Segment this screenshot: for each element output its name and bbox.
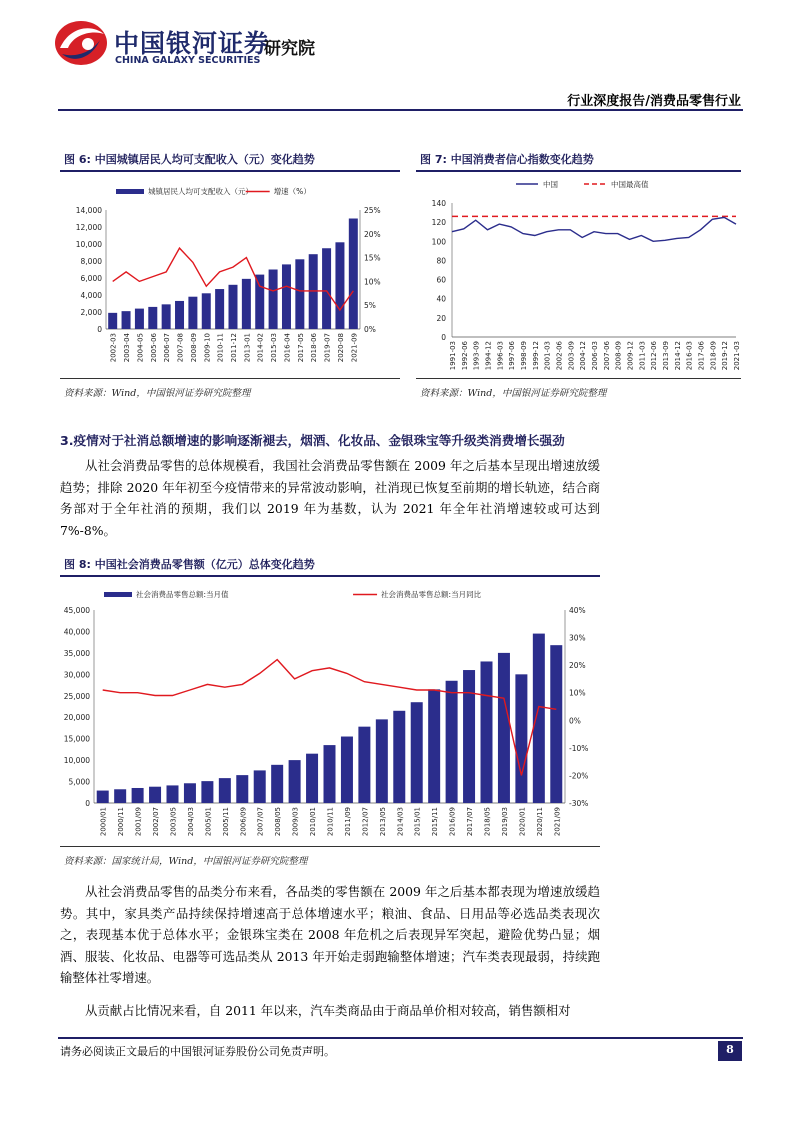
x-tick: 2001-03 [543, 341, 552, 371]
bar [498, 653, 510, 803]
bar [254, 770, 266, 803]
fig8-title-rule [60, 575, 600, 577]
bar [148, 307, 157, 329]
x-tick: 2008-09 [189, 333, 198, 363]
y-tick-left: 10,000 [75, 240, 102, 249]
x-tick: 2006-03 [591, 341, 599, 371]
bar [341, 737, 353, 803]
x-tick: 2001/09 [134, 807, 143, 837]
y-tick-left: 10,000 [63, 756, 90, 766]
fig7-title-rule [416, 170, 741, 172]
x-tick: 2010/01 [309, 807, 318, 837]
y-tick: 80 [436, 256, 446, 266]
x-tick: 2009/03 [291, 807, 300, 837]
y-tick-right: 10% [364, 277, 381, 287]
y-tick: 100 [431, 237, 446, 247]
bar [289, 760, 301, 803]
y-tick-right: 0% [364, 325, 376, 334]
y-tick-left: 40,000 [63, 627, 90, 637]
y-tick: 0 [441, 333, 446, 342]
institute-label: 研究院 [264, 39, 315, 59]
fig6-title: 图 6: 中国城镇居民人均可支配收入（元）变化趋势 [64, 153, 315, 166]
bar [219, 778, 231, 803]
bar [149, 787, 161, 803]
y-tick: 120 [431, 218, 446, 228]
y-tick: 40 [436, 294, 446, 304]
bar [446, 681, 458, 803]
x-tick: 2013-09 [662, 341, 670, 371]
y-tick-right: 15% [364, 253, 381, 263]
y-tick-left: 4,000 [80, 291, 102, 300]
x-tick: 2015-03 [270, 333, 279, 363]
x-tick: 2008-09 [614, 341, 623, 371]
y-tick-right: -20% [569, 771, 589, 781]
header-rule [58, 109, 743, 111]
bar [533, 634, 545, 803]
bar [269, 270, 278, 330]
x-tick: 2009-12 [626, 341, 635, 371]
fig8-bottom-rule [60, 846, 600, 847]
y-tick-right: 5% [364, 301, 376, 311]
fig8-title: 图 8: 中国社会消费品零售额（亿元）总体变化趋势 [64, 558, 315, 571]
y-tick-left: 6,000 [80, 274, 102, 283]
bar [481, 661, 493, 803]
bar [202, 293, 211, 329]
legend-label-max: 中国最高值 [611, 180, 649, 189]
y-tick: 140 [431, 199, 446, 208]
x-tick: 2007/07 [256, 807, 265, 837]
x-tick: 2014-02 [256, 333, 265, 363]
legend-label-line: 增速（%） [273, 187, 311, 196]
x-tick: 2018/05 [483, 807, 492, 837]
bar [236, 775, 248, 803]
y-tick-right: 0% [569, 716, 581, 726]
x-tick: 2018-06 [310, 333, 319, 363]
x-tick: 2007-08 [176, 333, 185, 363]
y-tick-left: 0 [97, 325, 102, 334]
paragraph-2: 从社会消费品零售的品类分布来看，各品类的零售额在 2009 年之后基本都表现为增速放缓趋势。其中，家具类产品持续保持增速高于总体增速水平；粮油、食品、日用品等必选品类表现次之，表现基本优于总体水平；金银珠宝类在 2008 年危机之后表现异军突起，避险优势凸显；烟酒、服装、化妆品、电器等可选品类从 2013 年开始走弱跑输整体增速；汽车类表现最弱，持续跑输整体社零增速。 [60, 884, 600, 985]
fig7-source: 资料来源：Wind，中国银河证券研究院整理 [420, 388, 607, 399]
x-tick: 2002-06 [555, 341, 564, 371]
x-tick: 2000/11 [117, 807, 126, 837]
paragraph-1: 从社会消费品零售的总体规模看，我国社会消费品零售额在 2009 年之后基本呈现出增速放缓趋势；排除 2020 年年初至今疫情带来的异常波动影响，社消现已恢复至前期的增长轨迹，结合商务部对于全年社消的预期，我们以 2019 年为基数，认为 2021 年全年社消增速较或可达到 7%-8%。 [60, 458, 600, 538]
fig6-source: 资料来源：Wind，中国银河证券研究院整理 [64, 388, 251, 399]
x-tick: 2012-06 [650, 341, 659, 371]
bar [135, 309, 144, 329]
x-tick: 2014-12 [673, 341, 682, 371]
confidence-line [452, 217, 736, 241]
x-tick: 2019-07 [323, 333, 332, 363]
x-tick: 1996-03 [496, 341, 505, 371]
bar [515, 674, 527, 803]
y-tick-left: 20,000 [63, 713, 90, 723]
x-tick: 2018-09 [709, 341, 718, 371]
legend-label-china: 中国 [543, 180, 558, 189]
x-tick: 2020/01 [518, 807, 527, 837]
bar [349, 219, 358, 330]
y-tick-right: 20% [364, 229, 381, 239]
y-tick-left: 12,000 [75, 223, 102, 232]
bar [411, 702, 423, 803]
bar [255, 275, 264, 329]
x-tick: 2013/05 [378, 807, 387, 837]
bar [167, 785, 179, 803]
y-tick-right: -10% [569, 743, 589, 753]
bar [184, 783, 196, 803]
y-tick-left: 45,000 [63, 606, 90, 615]
bar [175, 301, 184, 329]
bar [324, 745, 336, 803]
x-tick: 1991-03 [449, 341, 457, 371]
report-type: 行业深度报告/消费品零售行业 [567, 94, 741, 109]
x-tick: 2009-10 [203, 333, 212, 363]
company-name-cn: 中国银河证券 [114, 29, 271, 58]
x-tick: 2004-05 [136, 333, 145, 363]
fig8-source: 资料来源：国家统计局，Wind，中国银河证券研究院整理 [64, 856, 308, 867]
bar [162, 304, 171, 329]
x-tick: 2020-08 [336, 333, 345, 363]
y-tick-right: 10% [569, 688, 586, 698]
x-tick: 2015/11 [431, 807, 440, 837]
bar [358, 727, 370, 803]
x-tick: 2008/05 [274, 807, 283, 837]
fig7-title: 图 7: 中国消费者信心指数变化趋势 [420, 153, 594, 166]
company-logo [52, 18, 110, 68]
x-tick: 2013-01 [243, 333, 252, 363]
bar [335, 242, 344, 329]
x-tick: 2016-04 [283, 333, 292, 363]
bar [295, 259, 304, 329]
bar [282, 264, 291, 329]
y-tick: 60 [436, 275, 446, 285]
x-tick: 2002/07 [152, 807, 161, 837]
bar [463, 670, 475, 803]
y-tick-left: 8,000 [80, 257, 102, 266]
x-tick: 2010/11 [326, 807, 335, 837]
fig7-chart [416, 176, 741, 376]
legend-swatch-bar [104, 592, 132, 597]
legend-label-bar: 城镇居民人均可支配收入（元） [148, 187, 253, 196]
x-tick: 2011-03 [638, 341, 647, 371]
y-tick-right: 40% [569, 606, 586, 615]
x-tick: 2003-09 [567, 341, 576, 371]
x-tick: 2003/05 [169, 807, 178, 837]
x-tick: 2021-03 [733, 341, 741, 371]
x-tick: 2016/09 [448, 807, 457, 837]
x-tick: 2002-03 [109, 333, 118, 363]
y-tick-left: 30,000 [63, 670, 90, 680]
x-tick: 2017/07 [466, 807, 475, 837]
section-heading: 3.疫情对于社消总额增速的影响逐渐褪去，烟酒、化妆品、金银珠宝等升级类消费增长强劲 [60, 433, 565, 448]
fig6-title-rule [60, 170, 400, 172]
x-tick: 2019-12 [721, 341, 730, 371]
y-tick-right: 25% [364, 206, 381, 215]
bar [322, 248, 331, 329]
y-tick-left: 14,000 [75, 206, 102, 215]
x-tick: 2016-03 [685, 341, 694, 371]
footer-disclaimer: 请务必阅读正文最后的中国银河证券股份公司免责声明。 [60, 1045, 335, 1058]
fig8-chart [60, 580, 600, 845]
x-tick: 2000/01 [99, 807, 108, 837]
company-name-en: CHINA GALAXY SECURITIES [115, 55, 261, 66]
x-tick: 1997-06 [508, 341, 517, 371]
bar [122, 311, 131, 329]
page-number: 8 [726, 1043, 734, 1056]
bar [201, 781, 213, 803]
bar [242, 279, 251, 329]
x-tick: 2006-07 [163, 333, 172, 363]
bar [428, 689, 440, 803]
y-tick-left: 2,000 [80, 308, 102, 317]
x-tick: 2005-06 [149, 333, 158, 363]
x-tick: 2017-05 [296, 333, 305, 363]
bar [215, 289, 224, 329]
y-tick-right: 30% [569, 633, 586, 643]
x-tick: 1998-09 [520, 341, 528, 371]
bar [393, 711, 405, 803]
fig6-bottom-rule [60, 378, 400, 379]
bar [550, 645, 562, 803]
x-tick: 2020/11 [535, 807, 544, 837]
y-tick-left: 5,000 [68, 777, 90, 787]
x-tick: 2021-09 [350, 333, 359, 363]
bar [97, 791, 109, 803]
y-tick-left: 35,000 [63, 648, 90, 658]
bar [108, 313, 117, 329]
x-tick: 1994-12 [484, 341, 493, 371]
x-tick: 2005/01 [204, 807, 213, 837]
x-tick: 2004-12 [579, 341, 588, 371]
bar [188, 297, 197, 329]
x-tick: 2007-06 [602, 341, 611, 371]
x-tick: 2004/03 [186, 807, 195, 837]
x-tick: 2017-06 [697, 341, 706, 371]
x-tick: 2011/09 [343, 807, 352, 837]
x-tick: 2021/09 [553, 807, 562, 837]
y-tick-left: 25,000 [63, 691, 90, 701]
bar [309, 254, 318, 329]
bar [229, 285, 238, 329]
bar [376, 719, 388, 803]
y-tick-left: 15,000 [63, 734, 90, 744]
x-tick: 1993-09 [472, 341, 481, 371]
paragraph-3: 从贡献占比情况来看，自 2011 年以来，汽车类商品由于商品单价相对较高，销售额相对 [85, 1003, 571, 1018]
x-tick: 1999-12 [531, 341, 540, 371]
x-tick: 2019/03 [500, 807, 509, 837]
bar [114, 789, 126, 803]
x-tick: 2011-12 [230, 333, 238, 363]
x-tick: 1992-06 [460, 341, 469, 371]
fig6-chart [60, 176, 400, 376]
x-tick: 2003-04 [123, 333, 132, 363]
bar [271, 765, 283, 803]
footer-rule [58, 1037, 743, 1039]
y-tick-right: 20% [569, 661, 586, 671]
fig7-bottom-rule [416, 378, 741, 379]
y-tick-right: -30% [569, 799, 589, 808]
bar [306, 754, 318, 803]
legend-label-line: 社会消费品零售总额:当月同比 [381, 590, 482, 599]
x-tick: 2014/03 [396, 807, 405, 837]
x-tick: 2012/07 [361, 807, 370, 837]
y-tick: 20 [436, 313, 446, 323]
y-tick-left: 0 [85, 799, 90, 808]
x-tick: 2010-11 [216, 333, 225, 363]
bar [132, 788, 144, 803]
legend-label-bar: 社会消费品零售总额:当月值 [136, 590, 229, 599]
legend-swatch-bar [116, 189, 144, 194]
x-tick: 2006/09 [239, 807, 248, 837]
x-tick: 2015/01 [413, 807, 422, 837]
x-tick: 2005/11 [221, 807, 230, 837]
